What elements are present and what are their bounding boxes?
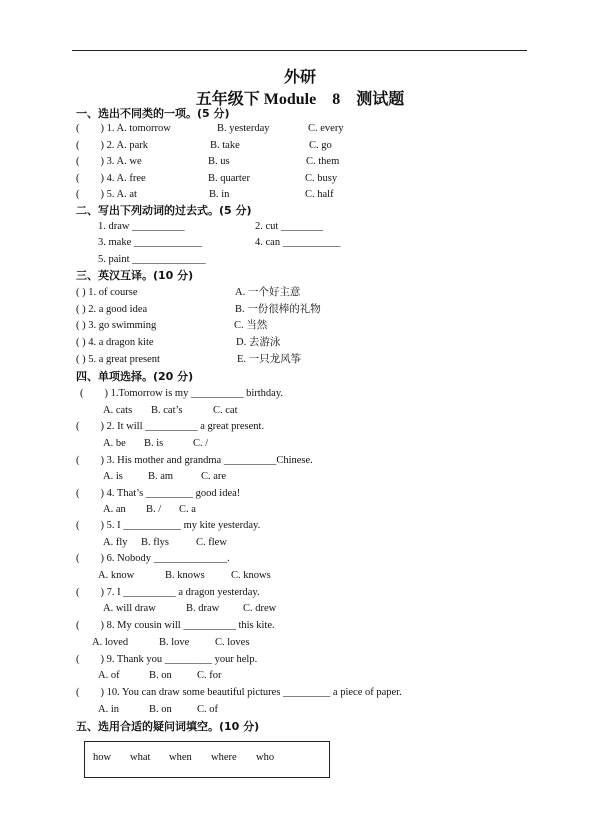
s4-q10: ( ) 10. You can draw some beautiful pictures _________ a piece of paper. <box>76 687 402 698</box>
s4-q10-a: A. in <box>98 704 119 715</box>
s4-q9-c: C. for <box>197 670 222 681</box>
s4-q7-c: C. drew <box>243 603 277 614</box>
s4-q8-a: A. loved <box>92 637 129 648</box>
s1-q3-c: C. them <box>306 156 340 167</box>
s4-q4: ( ) 4. That’s _________ good idea! <box>76 488 241 499</box>
s2-item1: 1. draw __________ <box>98 221 185 232</box>
s1-q1-c: C. every <box>308 123 344 134</box>
s4-q8: ( ) 8. My cousin will __________ this kite. <box>76 620 275 631</box>
section-4-heading: 四、单项选择。(20 分) <box>76 370 194 383</box>
s3-en3: ( ) 3. go swimming <box>76 320 157 331</box>
page-title: 五年级下 Module 8 测试题 <box>195 91 405 108</box>
section-2-heading: 二、写出下列动词的过去式。(5 分) <box>76 204 252 217</box>
s3-en5: ( ) 5. a great present <box>76 354 160 365</box>
title-publisher: 外研 <box>283 69 316 86</box>
s4-q7-a: A. will draw <box>103 603 156 614</box>
s1-q5-b: B. in <box>209 189 230 200</box>
s2-item5: 5. paint ______________ <box>98 254 206 265</box>
word-bank-box <box>84 741 330 778</box>
s4-q3: ( ) 3. His mother and grandma __________Chinese. <box>76 455 313 466</box>
s3-zh1: A. 一个好主意 <box>235 287 301 298</box>
s1-q5-c: C. half <box>305 189 334 200</box>
section-3-heading: 三、英汉互译。(10 分) <box>76 269 194 282</box>
s4-q2: ( ) 2. It will __________ a great present. <box>76 421 265 432</box>
s3-zh3: C. 当然 <box>234 320 268 331</box>
s2-item4: 4. can ___________ <box>255 237 341 248</box>
s3-en1: ( ) 1. of course <box>76 287 138 298</box>
s1-q2-c: C. go <box>309 140 332 151</box>
s4-q4-a: A. an <box>103 504 126 515</box>
s4-q5-a: A. fly <box>103 537 128 548</box>
s2-item2: 2. cut ________ <box>255 221 323 232</box>
s4-q10-c: C. of <box>197 704 218 715</box>
s4-q3-a: A. is <box>103 471 123 482</box>
s4-q1-b: B. cat’s <box>151 405 183 416</box>
s3-en4: ( ) 4. a dragon kite <box>76 337 154 348</box>
s1-q1-b: B. yesterday <box>217 123 270 134</box>
s1-q1: ( ) 1. A. tomorrow <box>76 123 171 134</box>
s4-q9: ( ) 9. Thank you _________ your help. <box>76 654 258 665</box>
s3-zh5: E. 一只龙风筝 <box>237 354 302 365</box>
s4-q2-a: A. be <box>103 438 126 449</box>
s4-q5-c: C. flew <box>196 537 227 548</box>
s1-q4: ( ) 4. A. free <box>76 173 146 184</box>
s4-q7-b: B. draw <box>186 603 220 614</box>
s4-q2-b: B. is <box>144 438 164 449</box>
s4-q10-b: B. on <box>149 704 172 715</box>
s4-q6-a: A. know <box>98 570 135 581</box>
s4-q6-c: C. knows <box>231 570 271 581</box>
top-rule <box>72 50 527 51</box>
s3-zh2: B. 一份很棒的礼物 <box>235 304 321 315</box>
s4-q1: ( ) 1.Tomorrow is my __________ birthday. <box>80 388 284 399</box>
s1-q2-b: B. take <box>210 140 240 151</box>
section-5-heading: 五、选用合适的疑问词填空。(10 分) <box>76 720 260 733</box>
s4-q2-c: C. / <box>193 438 209 449</box>
s1-q5: ( ) 5. A. at <box>76 189 137 200</box>
s4-q6-b: B. knows <box>165 570 205 581</box>
s1-q4-b: B. quarter <box>208 173 250 184</box>
s1-q3-b: B. us <box>208 156 230 167</box>
s4-q9-b: B. on <box>149 670 172 681</box>
s1-q3: ( ) 3. A. we <box>76 156 142 167</box>
s4-q1-a: A. cats <box>103 405 133 416</box>
s4-q7: ( ) 7. I __________ a dragon yesterday. <box>76 587 260 598</box>
word-bank-when: when <box>169 752 192 763</box>
s4-q8-c: C. loves <box>215 637 250 648</box>
s3-zh4: D. 去游泳 <box>236 337 281 348</box>
s2-item3: 3. make _____________ <box>98 237 203 248</box>
word-bank-what: what <box>130 752 151 763</box>
s4-q4-c: C. a <box>179 504 196 515</box>
s3-en2: ( ) 2. a good idea <box>76 304 148 315</box>
s1-q2: ( ) 2. A. park <box>76 140 149 151</box>
word-bank-who: who <box>256 752 275 763</box>
s4-q9-a: A. of <box>98 670 120 681</box>
word-bank-where: where <box>211 752 237 763</box>
s1-q4-c: C. busy <box>305 173 338 184</box>
s4-q3-b: B. am <box>148 471 174 482</box>
section-1-heading: 一、选出不同类的一项。(5 分) <box>76 107 230 120</box>
s4-q5: ( ) 5. I ___________ my kite yesterday. <box>76 520 261 531</box>
s4-q6: ( ) 6. Nobody ______________. <box>76 553 230 564</box>
s4-q4-b: B. / <box>146 504 162 515</box>
s4-q3-c: C. are <box>201 471 227 482</box>
s4-q5-b: B. flys <box>141 537 170 548</box>
s4-q8-b: B. love <box>159 637 190 648</box>
s4-q1-c: C. cat <box>213 405 238 416</box>
word-bank-how: how <box>93 752 112 763</box>
